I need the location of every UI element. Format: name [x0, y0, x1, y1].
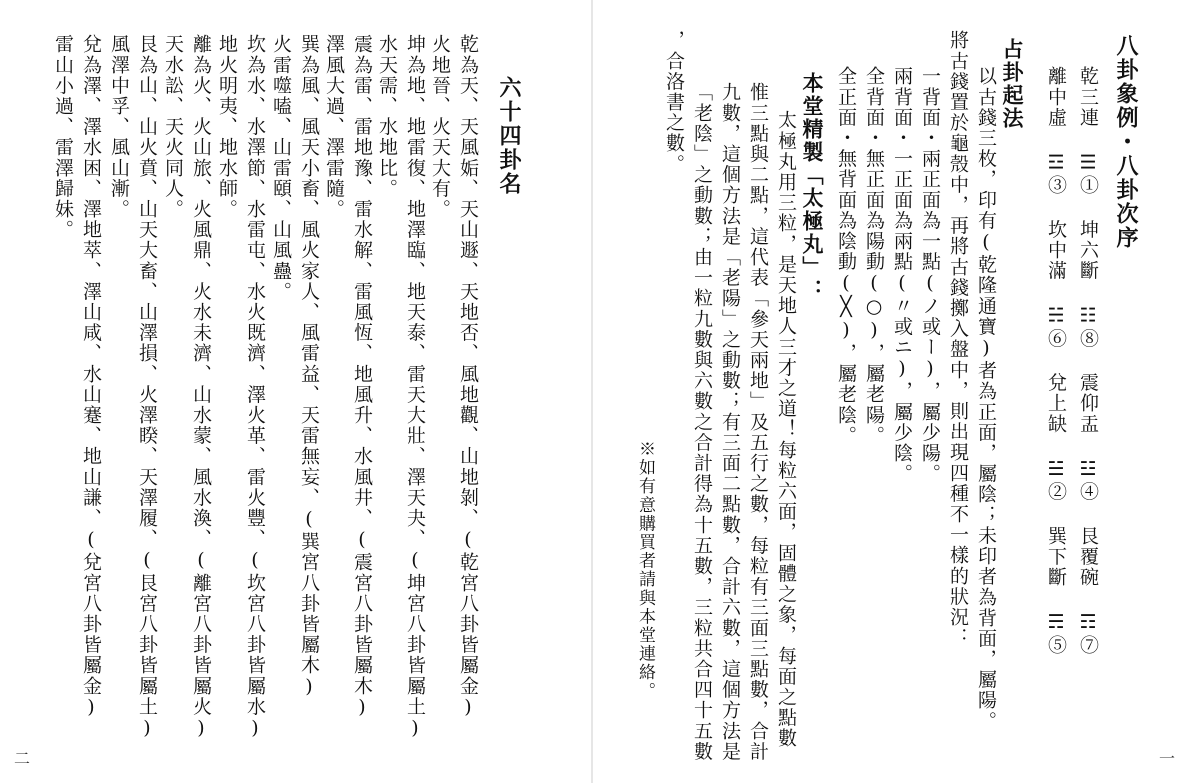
method-line: 將古錢置於龜殼中，再將古錢擲入盤中，則出現四種不一樣的狀況：: [947, 30, 969, 648]
product-line: ，合洛書之數。: [663, 30, 685, 175]
palace-line: 水天需、水地比。: [376, 34, 398, 199]
palace-line: 天水訟、天火同人。: [162, 34, 184, 220]
product-line: 九數，這個方法是「老陽」之動數；有三面二點數，合計六數，這個方法是: [719, 82, 741, 762]
palace-line: 離為火、火山旅、火風鼎、火水未濟、山水蒙、風水渙、(離宮八卦皆屬火): [190, 34, 212, 741]
method-line: 全正面・無背面為陰動(╳)，屬老陰。: [835, 66, 857, 446]
palace-line: 艮為山、山火賁、山天大畜、山澤損、火澤睽、天澤履、(艮宮八卦皆屬土): [136, 34, 158, 741]
product-line: 「老陰」之動數；由一粒九數與六數之合計得為十五數，三粒共合四十五數: [691, 82, 713, 762]
page-number: 二: [14, 749, 31, 768]
method-line: 以古錢三枚，印有(乾隆通寶)者為正面，屬陰；未印者為背面，屬陽。: [975, 66, 997, 732]
palace-line: 火地晉、火天大有。: [429, 34, 451, 220]
method-line: 全背面・無正面為陽動(○)，屬老陽。: [863, 66, 885, 446]
palace-line: 兌為澤、澤水困、澤地萃、澤山咸、水山蹇、地山謙、(兌宮八卦皆屬金): [80, 34, 102, 720]
palace-line: 雷山小過、雷澤歸妹。: [52, 34, 74, 240]
palace-line: 風澤中孚、風山漸。: [108, 34, 130, 220]
divination-section-title: 占卦起法: [1000, 38, 1025, 130]
palace-line: 坤為地、地雷復、地澤臨、地天泰、雷天大壯、澤天夬、(坤宮八卦皆屬土): [404, 34, 426, 741]
page-number: 一: [1159, 749, 1176, 768]
palace-line: 震為雷、雷地豫、雷水解、雷風恆、地風升、水風井、(震宮八卦皆屬木): [351, 34, 373, 720]
purchase-note: ※如有意購買者請與本堂連絡。: [635, 440, 655, 701]
product-title: 本堂精製「太極丸」：: [800, 72, 825, 302]
palace-line: 火雷噬嗑、山雷頤、山風蠱。: [270, 34, 292, 302]
product-line: 太極丸用三粒，是天地人三才之道！每粒六面，固體之象，每面之點數: [775, 110, 797, 749]
method-line: 一背面・兩正面為一點(ノ或ー)，屬少陽。: [919, 66, 941, 484]
trigram-heading: 八卦象例・八卦次序: [1113, 34, 1139, 250]
method-line: 兩背面・一正面為兩點(〃或ニ)，屬少陰。: [891, 66, 913, 484]
palace-line: 巽為風、風天小畜、風火家人、風雷益、天雷無妄、(巽宮八卦皆屬木): [298, 34, 320, 700]
trigram-line: 乾三連 ☰① 坤六斷 ☷⑧ 震仰盂 ☳④ 艮覆碗 ☶⑦: [1077, 66, 1099, 656]
product-line: 惟三點與二點，這代表「參天兩地」及五行之數，每粒有三面三點數，合計: [747, 82, 769, 762]
trigram-line: 離中虛 ☲③ 坎中滿 ☵⑥ 兌上缺 ☱② 巽下斷 ☴⑤: [1045, 66, 1067, 656]
hexagram-names-heading: 六十四卦名: [496, 76, 522, 196]
palace-line: 地火明夷、地水師。: [216, 34, 238, 220]
palace-line: 澤風大過、澤雷隨。: [323, 34, 345, 220]
palace-line: 坎為水、水澤節、水雷屯、水火既濟、澤火革、雷火豐、(坎宮八卦皆屬水): [244, 34, 266, 741]
left-page: [0, 0, 592, 783]
palace-line: 乾為天、天風姤、天山遯、天地否、風地觀、山地剝、(乾宮八卦皆屬金): [457, 34, 479, 720]
right-page: [593, 0, 1185, 783]
